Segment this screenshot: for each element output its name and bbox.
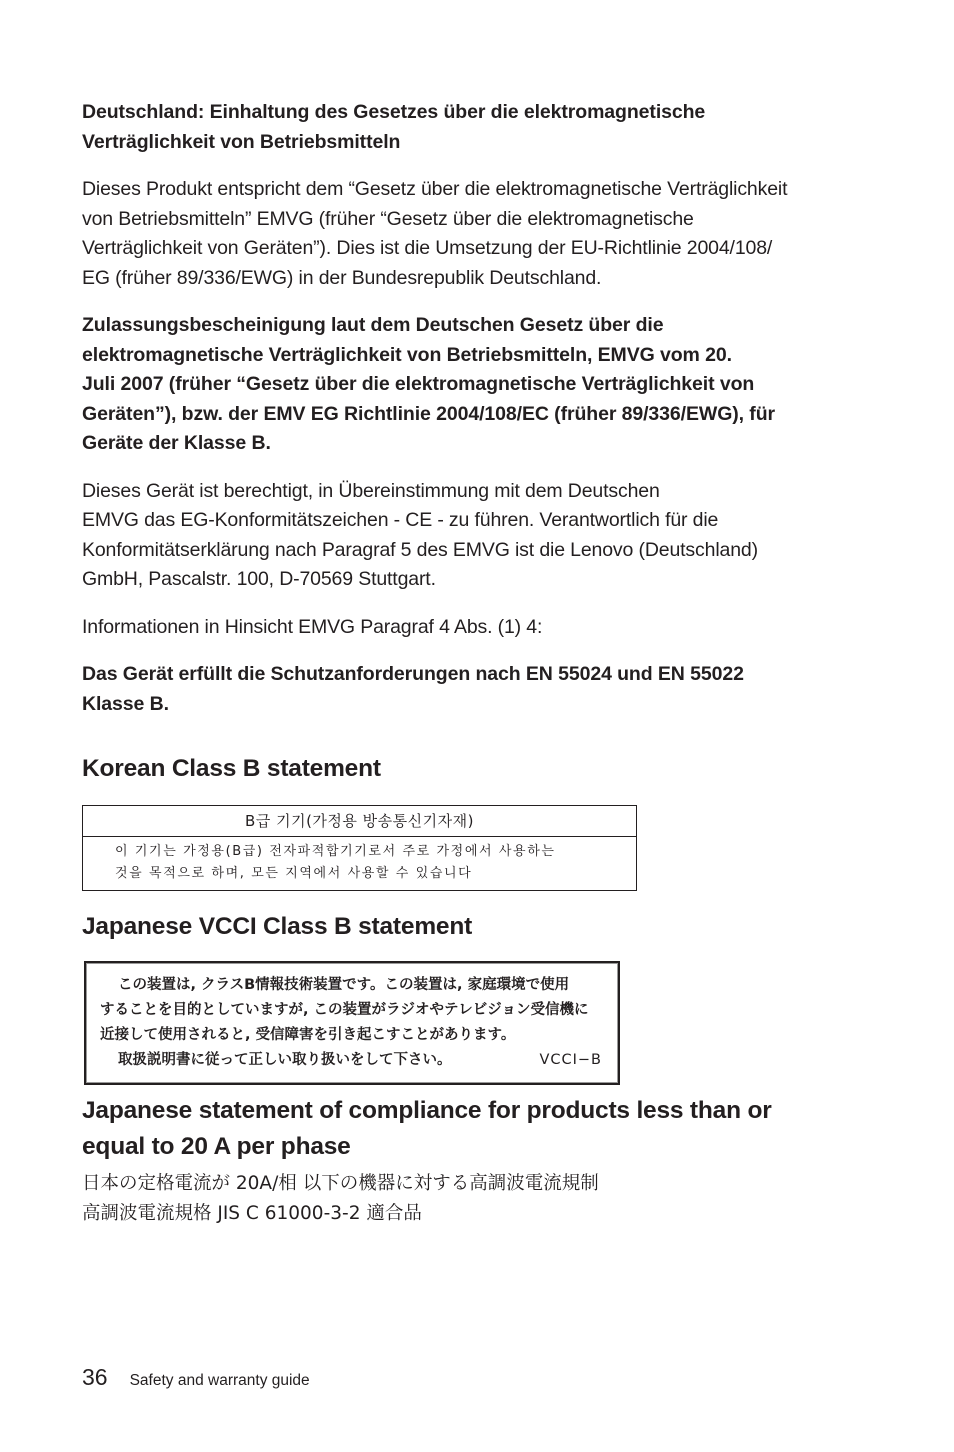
vcci-mark: VCCI−B <box>539 1052 602 1068</box>
vcci-box-line: この装置は, クラスB情報技術装置です。この装置は, 家庭環境で使用 <box>118 977 570 993</box>
page-number: 36 <box>82 1364 108 1390</box>
korean-box-line: 이 기기는 가정용(B급) 전자파적합기기로서 주로 가정에서 사용하는 <box>115 844 556 859</box>
vcci-statement-box <box>84 961 620 1085</box>
jp-compliance-heading: Japanese statement of compliance for products less than or equal to 20 A per phase <box>82 1097 772 1160</box>
korean-box-line: 것을 목적으로 하며, 모든 지역에서 사용할 수 있습니다 <box>115 866 473 881</box>
vcci-box-last-line <box>86 1048 618 1073</box>
page-footer <box>82 1364 310 1391</box>
germany-compliance-statement: Das Gerät erfüllt die Schutzanforderungen nach EN 55024 und EN 55022 Klasse B. <box>82 663 744 715</box>
germany-heading: Deutschland: Einhaltung des Gesetzes über die elektromagnetische Verträglichkeit von Betriebsmitteln <box>82 101 706 153</box>
vcci-box-line: 近接して使用されると, 受信障害を引き起こすことがあります。 <box>100 1027 516 1043</box>
page-content <box>82 98 872 1229</box>
korean-box-title: B급 기기(가정용 방송통신기자재) <box>83 806 636 837</box>
vcci-box-line: 取扱説明書に従って正しい取り扱いをして下さい。 <box>118 1052 452 1068</box>
korean-section-heading: Korean Class B statement <box>82 755 381 782</box>
germany-paragraph-2: Dieses Gerät ist berechtigt, in Übereinstimmung mit dem Deutschen EMVG das EG-Konformitätszeichen - CE - zu führen. Verantwortlich für die Konformitätserklärung nach Paragraf 5 des EMVG ist die Lenovo (Deutschland) GmbH, Pascalstr. 100, D-70569 Stuttgart. <box>82 479 758 590</box>
korean-statement-box <box>82 805 637 891</box>
vcci-box-line: することを目的としていますが, この装置がラジオやテレビジョン受信機に <box>100 1002 589 1018</box>
jp-compliance-statement <box>82 1169 872 1229</box>
germany-paragraph-3: Informationen in Hinsicht EMVG Paragraf 4 Abs. (1) 4: <box>82 615 543 638</box>
jp-statement-line: 高調波電流規格 JIS C 61000-3-2 適合品 <box>82 1203 422 1224</box>
germany-approval-statement: Zulassungsbescheinigung laut dem Deutschen Gesetz über die elektromagnetische Verträglichkeit von Betriebsmitteln, EMVG vom 20. Juli 2007 (früher “Gesetz über die elektromagnetische Verträglichkeit von Geräten”), bzw. der EMV EG Richtlinie 2004/108/EC (früher 89/336/EWG), für Geräte der Klasse B. <box>82 314 775 454</box>
vcci-section-heading: Japanese VCCI Class B statement <box>82 913 473 940</box>
guide-title: Safety and warranty guide <box>129 1372 310 1389</box>
korean-box-body <box>83 837 636 890</box>
jp-statement-line: 日本の定格電流が 20A/相 以下の機器に対する高調波電流規制 <box>82 1173 599 1194</box>
germany-paragraph-1: Dieses Produkt entspricht dem “Gesetz über die elektromagnetische Verträglichkeit von Betriebsmitteln” EMVG (früher “Gesetz über die elektromagnetische Verträglichkeit von Geräten”). Dies ist die Umsetzung der EU-Richtlinie 2004/108/ EG (früher 89/336/EWG) in der Bundesrepublik Deutschland. <box>82 178 788 289</box>
